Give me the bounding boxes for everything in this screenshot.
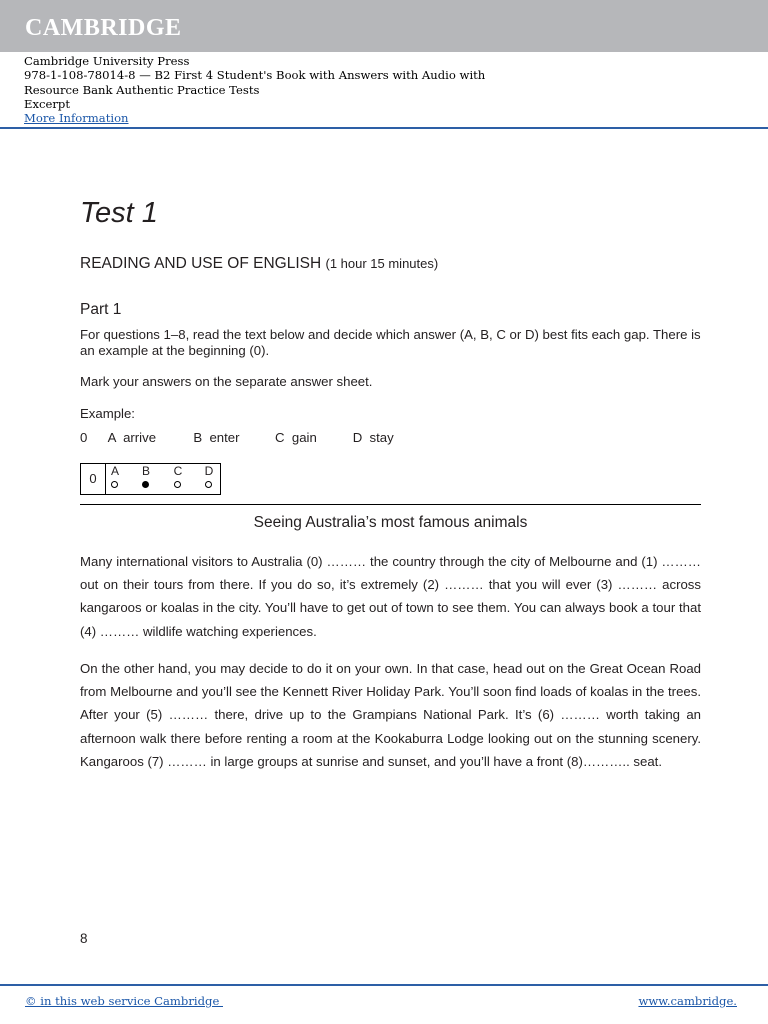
instruction-questions: For questions 1–8, read the text below and decide which answer (A, B, C or D) best fits each gap. There is an example at the beginning (0). <box>80 327 701 358</box>
example-option-b: B enter <box>193 430 240 445</box>
example-option-c: C gain <box>275 430 317 445</box>
example-answer-box <box>80 463 221 495</box>
test-title: Test 1 <box>80 197 158 229</box>
copyright-link[interactable]: © in this web service Cambridge <box>25 994 223 1008</box>
answer-bubble-c <box>174 481 181 488</box>
example-label: Example: <box>80 406 135 421</box>
example-number: 0 <box>80 430 88 445</box>
reading-text-title: Seeing Australia’s most famous animals <box>253 514 528 531</box>
book-metadata <box>24 54 485 125</box>
example-option-d: D stay <box>352 430 394 445</box>
text-divider <box>80 504 701 505</box>
book-title-line: Resource Bank Authentic Practice Tests <box>24 82 260 97</box>
publisher-name: Cambridge University Press <box>24 54 190 68</box>
header-divider <box>0 127 768 129</box>
answer-letter-d: D <box>204 464 214 478</box>
reading-paragraph-1: Many international visitors to Australia (0) ……… the country through the city of Melbourne and (1) ……… out on their tours from there. If you do so, it’s extremely (2) ……… that you will ever (3) ……… across kangaroos or koalas in the city. You’ll have to get out of town to see them. You can always book a tour that (4) ……… wildlife watching experiences. <box>80 554 701 639</box>
answer-bubble-d <box>205 481 212 488</box>
instruction-answer-sheet: Mark your answers on the separate answer sheet. <box>80 374 373 389</box>
answer-letter-a: A <box>110 464 119 478</box>
section-title <box>80 254 438 274</box>
cambridge-logo: CAMBRIDGE <box>25 15 182 41</box>
cambridge-website-link[interactable]: www.cambridge. <box>638 994 737 1008</box>
reading-paragraph-2: On the other hand, you may decide to do it on your own. In that case, head out on the Great Ocean Road from Melbourne and you’ll see the Kennett River Holiday Park. You’ll soon find loads of koalas in the trees. After your (5) ……… there, drive up to the Grampians National Park. It’s (6) ……… worth taking an afternoon walk there before renting a room at the Kookaburra Lodge looking out on the stunning scenery. Kangaroos (7) ……… in large groups at sunrise and sunset, and you’ll have a front (8)……….. seat. <box>80 661 701 769</box>
section-title-text: READING AND USE OF ENGLISH <box>80 255 322 272</box>
answer-letter-b: B <box>141 464 150 478</box>
page-number: 8 <box>80 931 88 946</box>
footer-divider <box>0 984 768 986</box>
answer-letter-c: C <box>173 464 183 478</box>
header-banner <box>0 0 768 52</box>
excerpt-label: Excerpt <box>24 96 70 111</box>
isbn-title-line: 978-1-108-78014-8 — B2 First 4 Student's Book with Answers with Audio with <box>24 68 486 83</box>
part-title: Part 1 <box>80 301 122 318</box>
section-duration: (1 hour 15 minutes) <box>325 256 439 271</box>
answer-box-number: 0 <box>81 464 106 494</box>
answer-bubble-a <box>111 481 118 488</box>
example-options <box>80 430 394 446</box>
more-information-link[interactable]: More Information <box>24 111 129 126</box>
example-option-a: A arrive <box>107 430 157 445</box>
answer-bubble-b <box>142 481 149 488</box>
